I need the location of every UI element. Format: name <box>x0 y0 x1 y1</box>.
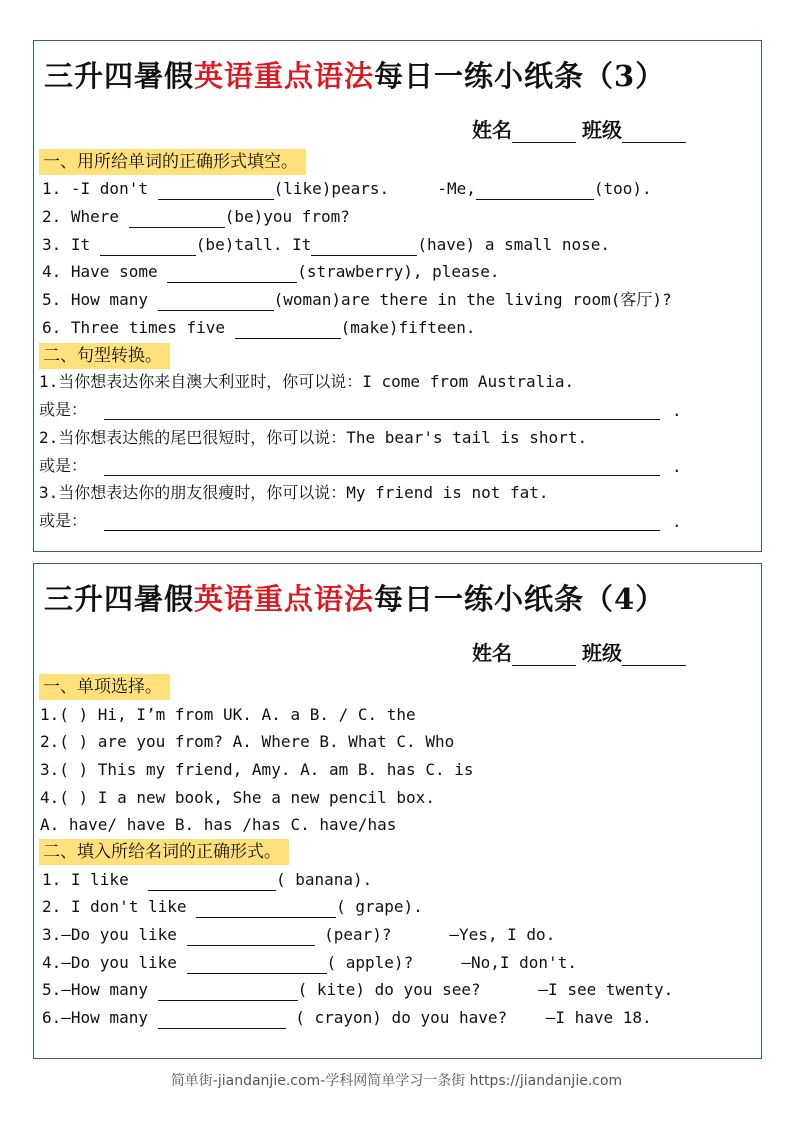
q-text: -Me, <box>389 179 476 198</box>
answer-line[interactable] <box>104 418 660 420</box>
answer-blank[interactable] <box>100 237 196 256</box>
choice-3: 3.( ) This my friend, Amy. A. am B. has C. is <box>40 760 474 779</box>
worksheet-card-3 <box>33 40 762 552</box>
answer-blank[interactable] <box>311 237 417 256</box>
answer-blank[interactable] <box>158 1010 286 1029</box>
name-label: 姓名 <box>472 118 512 142</box>
q-text: 4. Have some <box>42 262 168 281</box>
answer-blank[interactable] <box>476 181 594 200</box>
noun-5 <box>42 979 673 1001</box>
q-text: 5.—How many <box>42 980 158 999</box>
q-text: 2. Where <box>42 207 129 226</box>
noun-3 <box>42 924 555 946</box>
noun-1 <box>42 869 372 891</box>
q-text: (make)fifteen. <box>340 318 476 337</box>
title-part-2: 每日一练小纸条（4） <box>374 582 666 616</box>
q-text: (pear)? —Yes, I do. <box>314 925 556 944</box>
q-text: 4.—Do you like <box>42 953 187 972</box>
choice-1: 1.( ) Hi, I’m from UK. A. a B. / C. the <box>40 705 416 724</box>
card-4-title <box>44 577 665 618</box>
title-part-1: 三升四暑假 <box>44 582 195 616</box>
class-blank[interactable] <box>622 645 686 666</box>
question-4 <box>42 261 500 283</box>
title-part-1: 三升四暑假 <box>44 59 195 93</box>
section-heading-transform: 二、句型转换。 <box>39 343 170 369</box>
title-highlight: 英语重点语法 <box>194 582 375 616</box>
q-text: (like)pears. <box>273 179 390 198</box>
q-text: ( banana). <box>275 870 373 889</box>
answer-blank[interactable] <box>187 955 327 974</box>
question-1 <box>42 178 652 200</box>
title-part-2: 每日一练小纸条（3） <box>374 59 666 93</box>
noun-4 <box>42 952 577 974</box>
q-text: ( grape). <box>336 897 423 916</box>
title-highlight: 英语重点语法 <box>194 59 375 93</box>
class-blank[interactable] <box>622 122 686 143</box>
noun-2 <box>42 896 423 918</box>
q-text: ( apple)? —No,I don't. <box>326 953 577 972</box>
card-3-title <box>44 54 665 95</box>
name-class-bar <box>472 114 692 143</box>
or-label: 或是： <box>39 400 88 419</box>
transform-3: 3.当你想表达你的朋友很瘦时，你可以说：My friend is not fat. <box>39 483 549 502</box>
q-text: 1. -I don't <box>42 179 158 198</box>
q-text: (have) a small nose. <box>417 235 611 254</box>
answer-blank[interactable] <box>187 927 315 946</box>
q-text: 1. I like <box>42 870 148 889</box>
q-text: 5. How many <box>42 290 158 309</box>
page-footer: 简单街-jiandanjie.com-学科网简单学习一条街 https://jiandanjie.com <box>170 1073 623 1089</box>
q-text: 6.—How many <box>42 1008 158 1027</box>
answer-blank[interactable] <box>158 292 274 311</box>
q-text: 2. I don't like <box>42 897 197 916</box>
answer-blank[interactable] <box>158 181 274 200</box>
period: . <box>672 401 682 420</box>
question-5 <box>42 289 672 311</box>
section-heading-noun: 二、填入所给名词的正确形式。 <box>39 839 289 865</box>
answer-line[interactable] <box>104 474 660 476</box>
q-text: 3. It <box>42 235 100 254</box>
transform-1: 1.当你想表达你来自澳大利亚时，你可以说：I come from Australia. <box>39 372 575 391</box>
choice-4: 4.( ) I a new book, She a new pencil box. <box>40 788 435 807</box>
answer-blank[interactable] <box>235 320 341 339</box>
q-text: (be)tall. It <box>195 235 312 254</box>
q-text: 3.—Do you like <box>42 925 187 944</box>
answer-line[interactable] <box>104 529 660 531</box>
answer-blank[interactable] <box>148 872 276 891</box>
or-label: 或是： <box>39 456 88 475</box>
worksheet-card-4 <box>33 563 762 1059</box>
transform-2: 2.当你想表达熊的尾巴很短时，你可以说：The bear's tail is short. <box>39 428 588 447</box>
q-text: (strawberry), please. <box>297 262 500 281</box>
answer-blank[interactable] <box>129 209 225 228</box>
noun-6 <box>42 1007 652 1029</box>
section-heading-fill: 一、用所给单词的正确形式填空。 <box>39 149 306 175</box>
name-label: 姓名 <box>472 641 512 665</box>
question-3 <box>42 234 610 256</box>
choice-4-options: A. have/ have B. has /has C. have/has <box>40 815 397 834</box>
answer-blank[interactable] <box>167 264 297 283</box>
period: . <box>672 512 682 531</box>
section-heading-choice: 一、单项选择。 <box>39 674 170 700</box>
q-text: ( kite) do you see? —I see twenty. <box>297 980 674 999</box>
q-text: (too). <box>593 179 652 198</box>
answer-blank[interactable] <box>158 982 298 1001</box>
q-text: ( crayon) do you have? —I have 18. <box>285 1008 652 1027</box>
or-label: 或是： <box>39 511 88 530</box>
name-class-bar <box>472 637 692 666</box>
class-label: 班级 <box>582 118 622 142</box>
q-text: (woman)are there in the living room(客厅)? <box>273 290 672 309</box>
q-text: (be)you from? <box>224 207 350 226</box>
question-6 <box>42 317 476 339</box>
q-text: 6. Three times five <box>42 318 235 337</box>
name-blank[interactable] <box>512 645 576 666</box>
question-2 <box>42 206 350 228</box>
class-label: 班级 <box>582 641 622 665</box>
choice-2: 2.( ) are you from? A. Where B. What C. Who <box>40 732 455 751</box>
name-blank[interactable] <box>512 122 576 143</box>
answer-blank[interactable] <box>196 899 336 918</box>
period: . <box>672 457 682 476</box>
